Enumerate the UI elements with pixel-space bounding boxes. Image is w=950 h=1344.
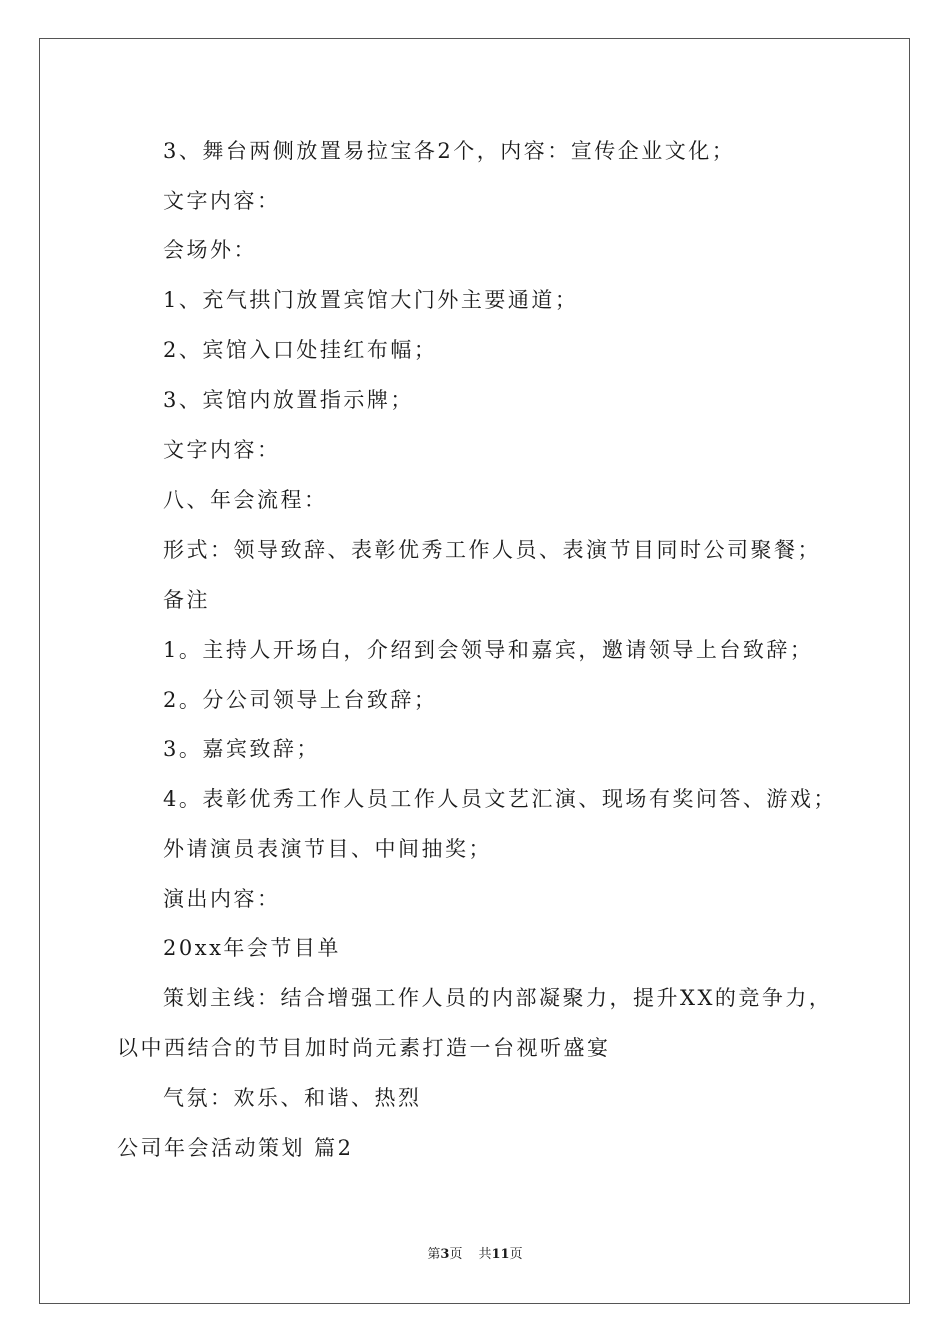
text-line: 外请演员表演节目、中间抽奖； (163, 837, 492, 861)
page-border (39, 38, 910, 1304)
text-line: 1。主持人开场白，介绍到会领导和嘉宾，邀请领导上台致辞； (163, 638, 814, 662)
page-footer (0, 1246, 950, 1264)
text-line: 以中西结合的节目加时尚元素打造一台视听盛宴 (117, 1036, 611, 1060)
text-line: 3、舞台两侧放置易拉宝各2个，内容：宣传企业文化； (163, 139, 736, 163)
section-heading: 八、年会流程： (163, 488, 328, 512)
text-line: 策划主线：结合增强工作人员的内部凝聚力，提升XX的竞争力， (163, 986, 833, 1010)
page-prefix: 第 (427, 1247, 441, 1262)
text-line: 4。表彰优秀工作人员工作人员文艺汇演、现场有奖问答、游戏； (163, 787, 837, 811)
total-pages: 11 (491, 1247, 510, 1262)
section-title: 公司年会活动策划 篇2 (117, 1136, 354, 1160)
page-suffix: 页 (449, 1247, 463, 1262)
text-line: 20xx年会节目单 (163, 936, 341, 960)
text-line: 会场外： (163, 238, 257, 262)
text-line: 1、充气拱门放置宾馆大门外主要通道； (163, 288, 579, 312)
text-line: 3、宾馆内放置指示牌； (163, 388, 414, 412)
text-line: 气氛：欢乐、和谐、热烈 (163, 1086, 422, 1110)
total-suffix: 页 (509, 1247, 523, 1262)
text-line: 演出内容： (163, 887, 281, 911)
text-line: 文字内容： (163, 189, 281, 213)
text-line: 备注 (163, 588, 210, 612)
text-line: 形式：领导致辞、表彰优秀工作人员、表演节目同时公司聚餐； (163, 538, 821, 562)
text-line: 文字内容： (163, 438, 281, 462)
text-line: 3。嘉宾致辞； (163, 737, 320, 761)
total-prefix: 共 (478, 1247, 492, 1262)
text-line: 2、宾馆入口处挂红布幅； (163, 338, 438, 362)
text-line: 2。分公司领导上台致辞； (163, 688, 438, 712)
page-number: 3 (440, 1247, 450, 1262)
